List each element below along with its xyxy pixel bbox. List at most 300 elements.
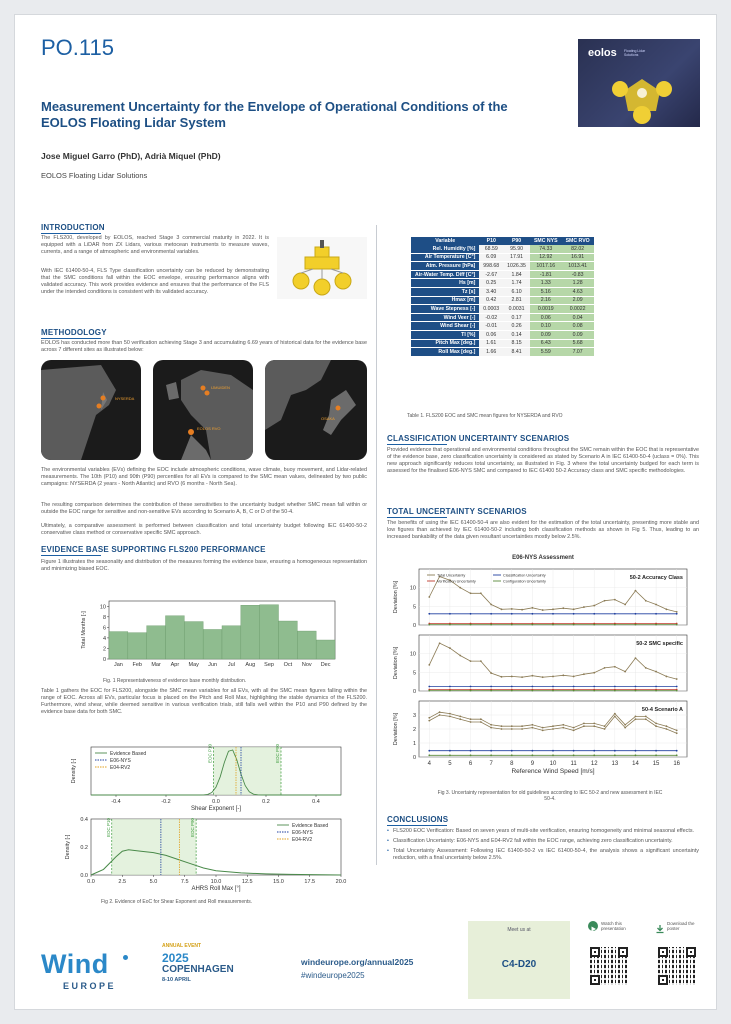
- total-heading: TOTAL UNCERTAINTY SCENARIOS: [387, 507, 527, 516]
- series-point: [665, 676, 667, 678]
- series-point: [676, 750, 678, 752]
- introduction-p1: The FLS200, developed by EOLOS, reached Stage 3 commercial maturity in 2022. It is equipped with a LiDAR from ZX Lidars, various metocean instruments to measure waves, currents, and a range of atmospheric and environmental variables.: [41, 235, 269, 256]
- x-tick-label: 16: [673, 761, 681, 767]
- table-cell: 8.41: [503, 348, 530, 357]
- evidence-p1: Figure 1 illustrates the seasonality and distribution of the measures forming the evidence base, ensuring a homogeneous representation and minimizing biased EOC.: [41, 559, 367, 573]
- series-point: [593, 672, 595, 674]
- series-point: [470, 690, 472, 692]
- y-tick-label: 1: [412, 741, 416, 747]
- table-cell: 95.90: [503, 245, 530, 253]
- x-tick-label: 14: [632, 761, 639, 767]
- series-point: [449, 713, 451, 715]
- series-point: [521, 609, 523, 611]
- x-tick-label: 15: [652, 761, 660, 767]
- total-p1: The benefits of using the IEC 61400-50-4 are also evident for the estimation of the total uncertainty, presenting more stable and low figures than achieved by IEC 61400-50-2 including both classification methods as shown in Fig 5. Thus, leading to an increased bankability of the data given resultant uncertainties mostly below 2.5%.: [387, 520, 699, 541]
- series-point: [676, 690, 678, 692]
- table-row: [411, 330, 594, 339]
- series-point: [635, 590, 637, 592]
- authors: Jose Miguel Garro (PhD), Adrià Miquel (PhD): [41, 151, 221, 161]
- series-point: [428, 754, 430, 756]
- table-cell: 6.43: [530, 339, 562, 348]
- series-point: [470, 624, 472, 626]
- series-point: [470, 721, 472, 723]
- series-point: [614, 686, 616, 688]
- series-point: [470, 754, 472, 756]
- column-divider: [376, 225, 377, 865]
- series-point: [552, 728, 554, 730]
- bar: [316, 640, 335, 659]
- uncertainty-assessment-chart: [383, 565, 703, 787]
- series-point: [428, 690, 430, 692]
- event-hashtag: #windeurope2025: [301, 971, 365, 980]
- x-tick-label: 7: [489, 761, 493, 767]
- table-cell: 68.59: [479, 245, 503, 253]
- series-point: [449, 750, 451, 752]
- series-point: [552, 686, 554, 688]
- series-point: [552, 613, 554, 615]
- x-tick-label: Feb: [132, 662, 142, 668]
- series-point: [449, 716, 451, 718]
- series-point: [635, 690, 637, 692]
- series-point: [676, 611, 678, 613]
- site-marker-icon: [101, 396, 106, 401]
- series-point: [542, 609, 544, 611]
- x-tick-label: Oct: [283, 662, 293, 668]
- affiliation: EOLOS Floating Lidar Solutions: [41, 171, 148, 180]
- annual-event: ANNUAL EVENT: [162, 943, 202, 949]
- x-axis-label: Reference Wind Speed [m/s]: [511, 768, 595, 775]
- series-point: [593, 613, 595, 615]
- series-point: [583, 723, 585, 725]
- table-cell: 0.10: [530, 322, 562, 331]
- table-row: [411, 270, 594, 279]
- series-point: [562, 674, 564, 676]
- x-tick-label: 10.0: [210, 879, 222, 885]
- legend-label: E06-NYS: [292, 830, 313, 836]
- series-point: [511, 624, 513, 626]
- series-point: [676, 730, 678, 732]
- table-cell: Atm. Pressure [hPa]: [411, 262, 479, 271]
- series-point: [573, 690, 575, 692]
- series-point: [676, 624, 678, 626]
- series-point: [593, 624, 595, 626]
- series-point: [470, 613, 472, 615]
- table-cell: 1.74: [503, 279, 530, 288]
- series-point: [552, 624, 554, 626]
- methodology-p4: Ultimately, a comparative assessment is performed between classification and total uncertainty budget following IEC 61400-50-2 conservative class method or conservative specific SMC approach.: [41, 523, 367, 537]
- series-point: [511, 676, 513, 678]
- series-point: [552, 676, 554, 678]
- site-marker-icon: [97, 404, 102, 409]
- series-point: [676, 678, 678, 680]
- series-point: [531, 690, 533, 692]
- methodology-p2: The environmental variables (EVs) defining the EOC include atmospheric conditions, wave climate, buoy movement, and Lidar-related measurements. The 10th (P10) and 90th (P90) percentiles for all EVs is compared to the SMC mean values, delineated by two public campaigns: NYSERDA (2 years - North Atlantic) and RVO (6 months - North Sea).: [41, 467, 367, 488]
- series-point: [552, 608, 554, 610]
- conclusion-item: • Total Uncertainty Assessment: Following IEC 61400-50-2 vs IEC 61400-50-4, the analysis shows a significant uncertainty reduction, with a final uncertainty below 2.5%.: [387, 848, 699, 862]
- table-cell: 1.28: [562, 279, 594, 288]
- table-cell: 0.09: [562, 330, 594, 339]
- x-tick-label: 13: [611, 761, 619, 767]
- series-point: [490, 624, 492, 626]
- y-tick-label: 5: [412, 670, 416, 677]
- x-tick-label: Sep: [264, 662, 274, 668]
- series-point: [490, 724, 492, 726]
- y-tick-label: 6: [102, 625, 106, 632]
- event-url[interactable]: windeurope.org/annual2025: [301, 957, 414, 967]
- series-point: [635, 750, 637, 752]
- table-cell: 0.04: [562, 313, 594, 322]
- table-cell: Pitch Max [deg.]: [411, 339, 479, 348]
- series-point: [552, 754, 554, 756]
- x-tick-label: 12: [590, 761, 598, 767]
- y-tick-label: 0.0: [80, 873, 88, 879]
- legend-label: Configuration Uncertainty: [503, 579, 546, 584]
- table-cell: -0.02: [479, 313, 503, 322]
- x-tick-label: 20.0: [335, 879, 347, 885]
- table-cell: 2.16: [530, 296, 562, 305]
- x-tick-label: 0.0: [87, 879, 95, 885]
- x-tick-label: Aug: [245, 662, 256, 668]
- site-marker-icon: [205, 391, 210, 396]
- eoc-table: [411, 237, 594, 357]
- series-point: [655, 725, 657, 727]
- x-tick-label: Dec: [320, 662, 331, 668]
- series-point: [655, 750, 657, 752]
- table-cell: 82.02: [562, 245, 594, 253]
- legend-label: E04-RV2: [292, 837, 313, 843]
- table-cell: Rel. Humidity [%]: [411, 245, 479, 253]
- roll-max-density-chart: [55, 815, 355, 895]
- table-cell: 1.66: [479, 348, 503, 357]
- table-header-cell: P10: [479, 237, 503, 245]
- table-cell: 8.15: [503, 339, 530, 348]
- series-point: [501, 728, 503, 730]
- bar: [184, 622, 203, 659]
- series-point: [542, 727, 544, 729]
- conclusion-item: • FLS200 EOC Verification: Based on seven years of multi-site verification, ensuring homogeneity and minimal seasonal effects.: [387, 828, 699, 835]
- series-point: [459, 718, 461, 720]
- p10-label: EOC P10: [105, 817, 111, 837]
- series-point: [624, 604, 626, 606]
- windeurope-dot-icon: [123, 955, 128, 960]
- site-marker-icon: [336, 406, 341, 411]
- bar: [203, 629, 222, 659]
- map-label: EOLOS RVO: [197, 426, 221, 431]
- table-cell: 0.06: [479, 330, 503, 339]
- table-cell: 5.68: [562, 339, 594, 348]
- y-tick-label: 2: [412, 727, 416, 733]
- series-point: [459, 655, 461, 657]
- y-tick-label: 0.4: [80, 817, 88, 823]
- series-point: [428, 613, 430, 615]
- y-axis-label: Density [-]: [65, 834, 71, 860]
- series-point: [501, 608, 503, 610]
- series-point: [490, 686, 492, 688]
- fig3-panel: [393, 635, 687, 695]
- series-point: [635, 718, 637, 720]
- series-point: [490, 750, 492, 752]
- bar: [166, 616, 185, 659]
- series-point: [573, 613, 575, 615]
- series-point: [583, 673, 585, 675]
- panel-label: 50-4 Scenario A: [641, 707, 683, 713]
- series-point: [614, 690, 616, 692]
- fig2-caption: Fig 2. Evidence of EoC for Shear Exponent and Roll measurements.: [101, 899, 253, 905]
- series-point: [480, 592, 482, 594]
- table-row: [411, 262, 594, 271]
- series-point: [665, 725, 667, 727]
- series-point: [655, 690, 657, 692]
- table-cell: 6.09: [479, 253, 503, 262]
- series-point: [573, 624, 575, 626]
- series-point: [428, 720, 430, 722]
- legend-label: E06-NYS: [110, 758, 131, 764]
- y-tick-label: 0: [412, 623, 416, 629]
- series-point: [511, 750, 513, 752]
- series-point: [531, 624, 533, 626]
- series-point: [593, 686, 595, 688]
- series-point: [562, 724, 564, 726]
- legend-label: Verification Uncertainty: [437, 579, 476, 584]
- series-point: [614, 713, 616, 715]
- x-tick-label: 8: [510, 761, 514, 767]
- table-cell: 0.0019: [530, 305, 562, 314]
- table-cell: -0.01: [479, 322, 503, 331]
- table-cell: -1.81: [530, 270, 562, 279]
- series-point: [428, 624, 430, 626]
- conclusion-item: • Classification Uncertainty: E06-NYS and E04-RV2 fall within the EOC range, achieving zero classification uncertainty.: [387, 838, 699, 845]
- series-point: [470, 750, 472, 752]
- series-point: [583, 606, 585, 608]
- table-cell: 17.91: [503, 253, 530, 262]
- eoc-table-wrapper: [411, 237, 594, 357]
- download-qr-code[interactable]: [658, 947, 696, 985]
- series-point: [490, 727, 492, 729]
- methodology-heading: METHODOLOGY: [41, 328, 107, 337]
- x-tick-label: 11: [570, 761, 577, 767]
- fls200-buoy-icon: [277, 237, 367, 299]
- play-icon: [588, 921, 598, 931]
- x-tick-label: 5.0: [149, 879, 158, 885]
- series-point: [655, 723, 657, 725]
- series-point: [676, 613, 678, 615]
- fig2a-plot: [71, 743, 341, 812]
- x-tick-label: May: [188, 662, 199, 668]
- fig3-panel: [393, 701, 687, 775]
- windeurope-logo-wind: Wind: [41, 949, 109, 979]
- x-tick-label: 15.0: [273, 879, 284, 885]
- y-tick-label: 2: [102, 646, 106, 653]
- world-maps-icon: [41, 360, 367, 460]
- series-point: [665, 728, 667, 730]
- x-axis-label: Shear Exponent [-]: [190, 806, 242, 812]
- series-point: [531, 754, 533, 756]
- series-point: [655, 671, 657, 673]
- table-row: [411, 313, 594, 322]
- poster-id: PO.115: [41, 35, 114, 60]
- series-point: [676, 754, 678, 756]
- fig2b-plot: [65, 817, 346, 892]
- x-tick-label: Jun: [208, 662, 218, 668]
- table-row: [411, 322, 594, 331]
- table-cell: 6.10: [503, 287, 530, 296]
- y-axis-label: Deviation [%]: [393, 646, 399, 680]
- series-point: [635, 686, 637, 688]
- table-header-cell: P90: [503, 237, 530, 245]
- site-maps: [41, 360, 367, 460]
- classification-p1: Provided evidence that operational and environmental conditions throughout the SMC remain within the EOC that is representative of the evidence base, zero classification uncertainty is considered as stated by Scenario A in IEC 61400-50-4 (uclass = 0%). This new approach significantly reduces total uncertainty, as illustrated in Fig. 3 where the total uncertainty budged for each term is assessed for the finalised E06-NYS SMC and compared to IEC 61400 50-2 Accuracy class and SMC specific methodologies.: [387, 447, 699, 475]
- series-point: [542, 676, 544, 678]
- table-cell: 1013.41: [562, 262, 594, 271]
- series-point: [624, 671, 626, 673]
- series-point: [511, 690, 513, 692]
- series-point: [614, 599, 616, 601]
- y-tick-label: 0.2: [80, 845, 88, 851]
- series-point: [521, 725, 523, 727]
- download-icon: [655, 921, 665, 931]
- table-cell: 0.42: [479, 296, 503, 305]
- table-cell: TI [%]: [411, 330, 479, 339]
- introduction-heading: INTRODUCTION: [41, 223, 105, 232]
- series-point: [614, 754, 616, 756]
- table-cell: 5.16: [530, 287, 562, 296]
- series-point: [614, 624, 616, 626]
- series-point: [676, 732, 678, 734]
- map-label: IJMUIDEN: [211, 385, 230, 390]
- eoc-band: [112, 819, 196, 875]
- table-cell: 998.68: [479, 262, 503, 271]
- series-point: [624, 724, 626, 726]
- windeurope-logo-europe: EUROPE: [63, 981, 117, 991]
- x-tick-label: Nov: [301, 662, 312, 668]
- series-point: [604, 728, 606, 730]
- table-row: [411, 245, 594, 253]
- fig3-panel: [393, 569, 687, 629]
- series-point: [428, 686, 430, 688]
- series-point: [573, 676, 575, 678]
- table-cell: 5.59: [530, 348, 562, 357]
- y-axis-label: Deviation [%]: [393, 580, 399, 614]
- x-tick-label: 12.5: [241, 879, 253, 885]
- series-point: [439, 714, 441, 716]
- table-cell: 1026.35: [503, 262, 530, 271]
- series-point: [490, 604, 492, 606]
- series-point: [480, 660, 482, 662]
- table-cell: 7.07: [562, 348, 594, 357]
- series-point: [428, 596, 430, 598]
- series-point: [470, 660, 472, 662]
- p90-label: EOC P90: [190, 817, 196, 837]
- series-point: [511, 608, 513, 610]
- x-tick-label: 0.4: [312, 799, 320, 805]
- series-point: [511, 613, 513, 615]
- bar: [297, 631, 316, 659]
- table-header-cell: Variable: [411, 237, 479, 245]
- table-cell: Roll Max [deg.]: [411, 348, 479, 357]
- series-point: [676, 686, 678, 688]
- series-point: [583, 725, 585, 727]
- table-cell: 0.26: [503, 322, 530, 331]
- series-point: [521, 676, 523, 678]
- poster-title: Measurement Uncertainty for the Envelope of Operational Conditions of the EOLOS Floating Lidar System: [41, 99, 508, 131]
- table-cell: 2.81: [503, 296, 530, 305]
- series-point: [449, 613, 451, 615]
- series-point: [614, 613, 616, 615]
- table-row: [411, 279, 594, 288]
- series-point: [501, 676, 503, 678]
- table-cell: Air-Water Temp. Diff [C°]: [411, 270, 479, 279]
- series-point: [593, 754, 595, 756]
- table-cell: Wind Shear [-]: [411, 322, 479, 331]
- table-cell: 0.14: [503, 330, 530, 339]
- table-row: [411, 253, 594, 262]
- series-point: [531, 607, 533, 609]
- y-tick-label: 0: [102, 657, 106, 663]
- table-header-cell: SMC RVO: [562, 237, 594, 245]
- table-cell: 0.25: [479, 279, 503, 288]
- x-tick-label: 5: [448, 761, 452, 767]
- series-point: [635, 657, 637, 659]
- series-point: [655, 624, 657, 626]
- series-point: [480, 718, 482, 720]
- table-cell: Tz [s]: [411, 287, 479, 296]
- table-cell: Wind Veer [-]: [411, 313, 479, 322]
- series-point: [573, 727, 575, 729]
- series-point: [614, 666, 616, 668]
- table-row: [411, 287, 594, 296]
- y-axis-label: Deviation [%]: [393, 712, 399, 746]
- series-point: [552, 750, 554, 752]
- series-point: [573, 686, 575, 688]
- series-point: [665, 608, 667, 610]
- series-point: [655, 686, 657, 688]
- logo-tagline: Floating Lidar Solutions: [624, 49, 646, 57]
- series-point: [531, 727, 533, 729]
- booth-number: C4-D20: [501, 959, 537, 970]
- table-cell: 2.09: [562, 296, 594, 305]
- table-row: [411, 339, 594, 348]
- x-tick-label: Jul: [227, 662, 235, 668]
- fig1-plot: [81, 601, 335, 668]
- table-cell: 0.0022: [562, 305, 594, 314]
- x-tick-label: 0.0: [212, 799, 220, 805]
- site-marker-icon: [188, 429, 194, 435]
- introduction-p2: With IEC 61400-50-4, FLS Type classification uncertainty can be reduced by demonstrating that the SMC conditions fall within the EOC envelope, ensuring performance aligns with validated accuracy. This work provides evidence and ensures that the performance of the FLS under the intended conditions is consistent with its validated accuracy.: [41, 268, 269, 296]
- series-point: [573, 608, 575, 610]
- shear-exponent-density-chart: [55, 743, 355, 813]
- table-cell: 0.0003: [479, 305, 503, 314]
- series-point: [511, 754, 513, 756]
- series-point: [490, 672, 492, 674]
- series-point: [531, 750, 533, 752]
- bar: [260, 605, 279, 659]
- series-point: [470, 686, 472, 688]
- table-header-cell: SMC NYS: [530, 237, 562, 245]
- series-point: [449, 624, 451, 626]
- meet-us-label: Meet us at: [507, 927, 531, 933]
- watch-qr-code[interactable]: [590, 947, 628, 985]
- series-point: [614, 750, 616, 752]
- series-point: [645, 718, 647, 720]
- series-point: [531, 724, 533, 726]
- series-point: [449, 647, 451, 649]
- table-cell: 0.0031: [503, 305, 530, 314]
- series-point: [562, 607, 564, 609]
- poster: [14, 14, 717, 1010]
- series-point: [511, 728, 513, 730]
- series-point: [439, 642, 441, 644]
- x-tick-label: 6: [468, 761, 473, 767]
